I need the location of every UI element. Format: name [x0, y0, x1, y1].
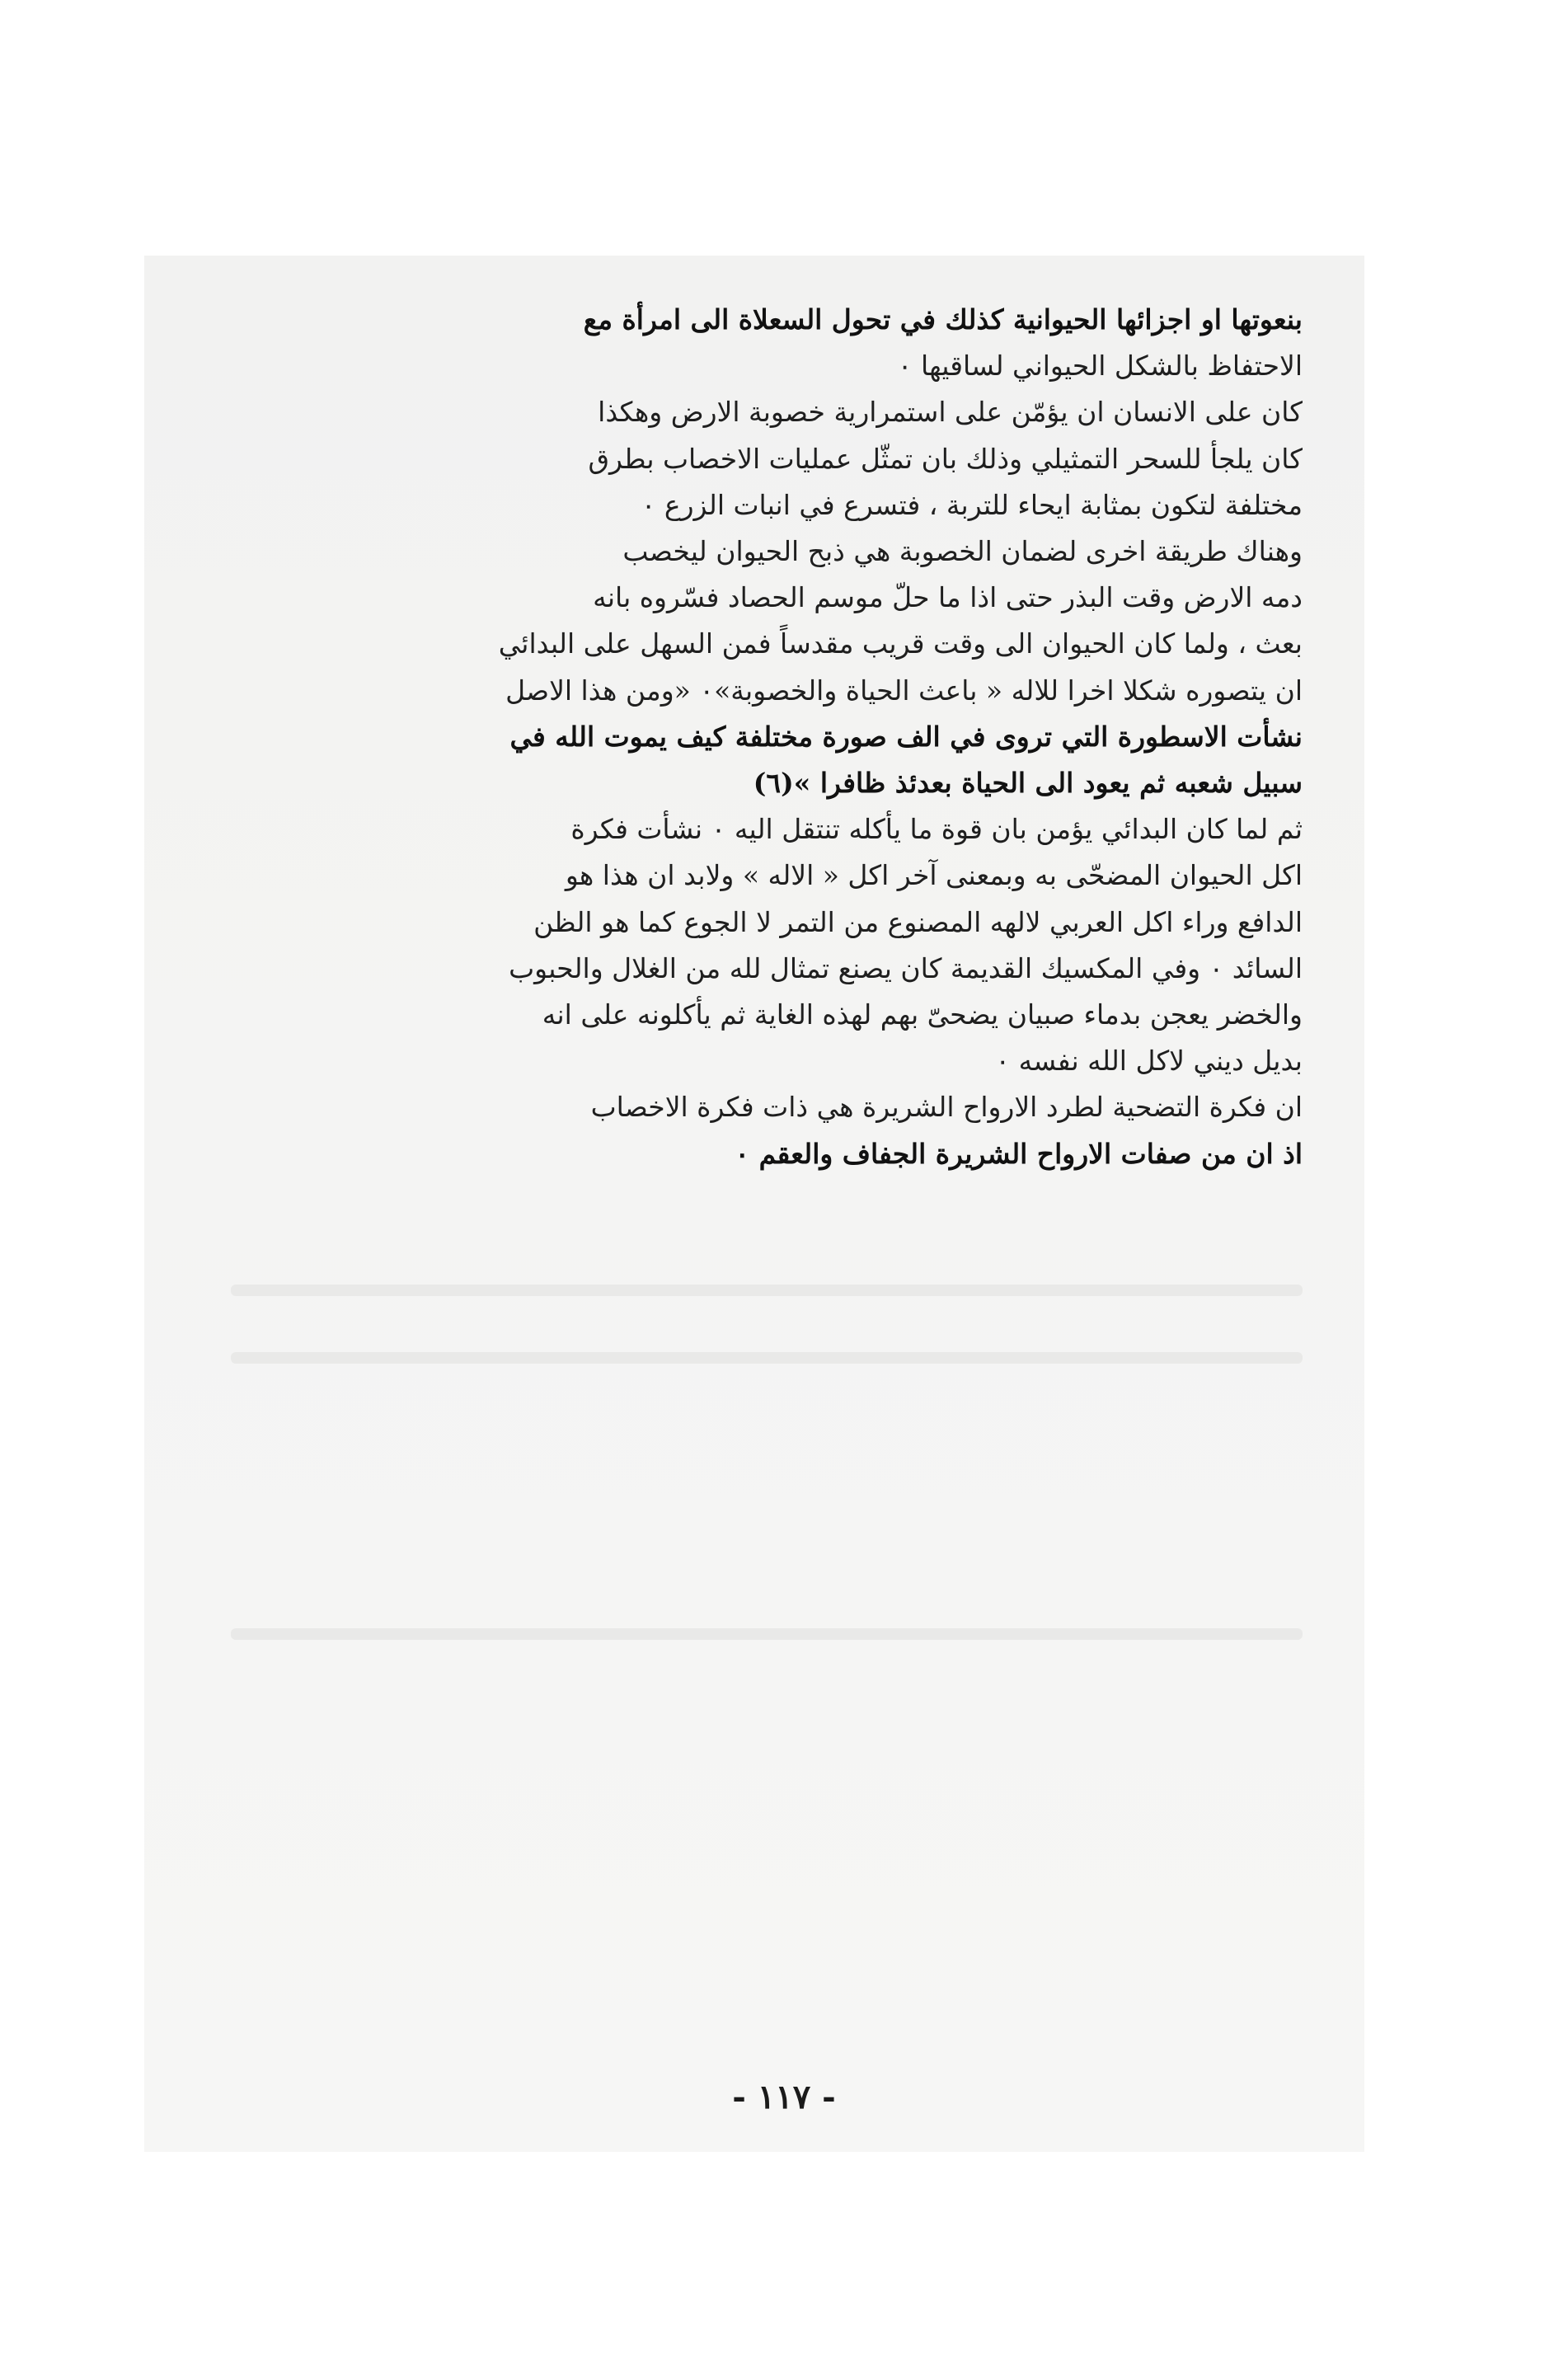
- text-line-19: اذ ان من صفات الارواح الشريرة الجفاف والعقم ٠: [735, 1137, 1303, 1170]
- text-line-5: مختلفة لتكون بمثابة ايحاء للتربة ، فتسرع في انبات الزرع ٠: [641, 488, 1303, 521]
- text-line-9: ان يتصوره شكلا اخرا للاله « باعث الحياة والخصوبة»٠ «ومن هذا الاصل: [505, 674, 1303, 707]
- page-number: - ١١٧ -: [732, 2078, 836, 2116]
- text-line-14: الدافع وراء اكل العربي لالهه المصنوع من التمر لا الجوع كما هو الظن: [533, 905, 1303, 938]
- text-line-18: ان فكرة التضحية لطرد الارواح الشريرة هي ذات فكرة الاخصاب: [590, 1091, 1303, 1124]
- text-line-3: كان على الانسان ان يؤمّن على استمرارية خصوبة الارض وهكذا: [598, 396, 1303, 429]
- text-line-12: ثم لما كان البدائي يؤمن بان قوة ما يأكله تنتقل اليه ٠ نشأت فكرة: [570, 813, 1303, 846]
- show-through-band: [231, 1628, 1303, 1640]
- show-through-band: [231, 1285, 1303, 1296]
- text-line-6: وهناك طريقة اخرى لضمان الخصوبة هي ذبح الحيوان ليخصب: [622, 535, 1303, 568]
- text-line-1: بنعوتها او اجزائها الحيوانية كذلك في تحول السعلاة الى امرأة مع: [583, 303, 1303, 336]
- text-line-8: بعث ، ولما كان الحيوان الى وقت قريب مقدساً فمن السهل على البدائي: [498, 627, 1303, 660]
- text-line-16: والخضر يعجن بدماء صبيان يضحىّ بهم لهذه الغاية ثم يأكلونه على انه: [542, 998, 1303, 1031]
- body-text: [231, 297, 1303, 1177]
- text-line-7: دمه الارض وقت البذر حتى اذا ما حلّ موسم الحصاد فسّروه بانه: [593, 581, 1303, 614]
- text-line-4: كان يلجأ للسحر التمثيلي وذلك بان تمثّل عمليات الاخصاب بطرق: [588, 442, 1303, 475]
- text-line-10: نشأت الاسطورة التي تروى في الف صورة مختلفة كيف يموت الله في: [509, 720, 1303, 753]
- text-line-11: سبيل شعبه ثم يعود الى الحياة بعدئذ ظافرا »(٦): [753, 767, 1303, 800]
- text-line-13: اكل الحيوان المضحّى به وبمعنى آخر اكل « الاله » ولابد ان هذا هو: [565, 859, 1303, 892]
- text-line-15: السائد ٠ وفي المكسيك القديمة كان يصنع تمثال لله من الغلال والحبوب: [509, 951, 1303, 984]
- show-through-band: [231, 1352, 1303, 1364]
- text-line-2: الاحتفاظ بالشكل الحيواني لساقيها ٠: [897, 350, 1303, 383]
- text-line-17: بديل ديني لاكل الله نفسه ٠: [995, 1045, 1303, 1078]
